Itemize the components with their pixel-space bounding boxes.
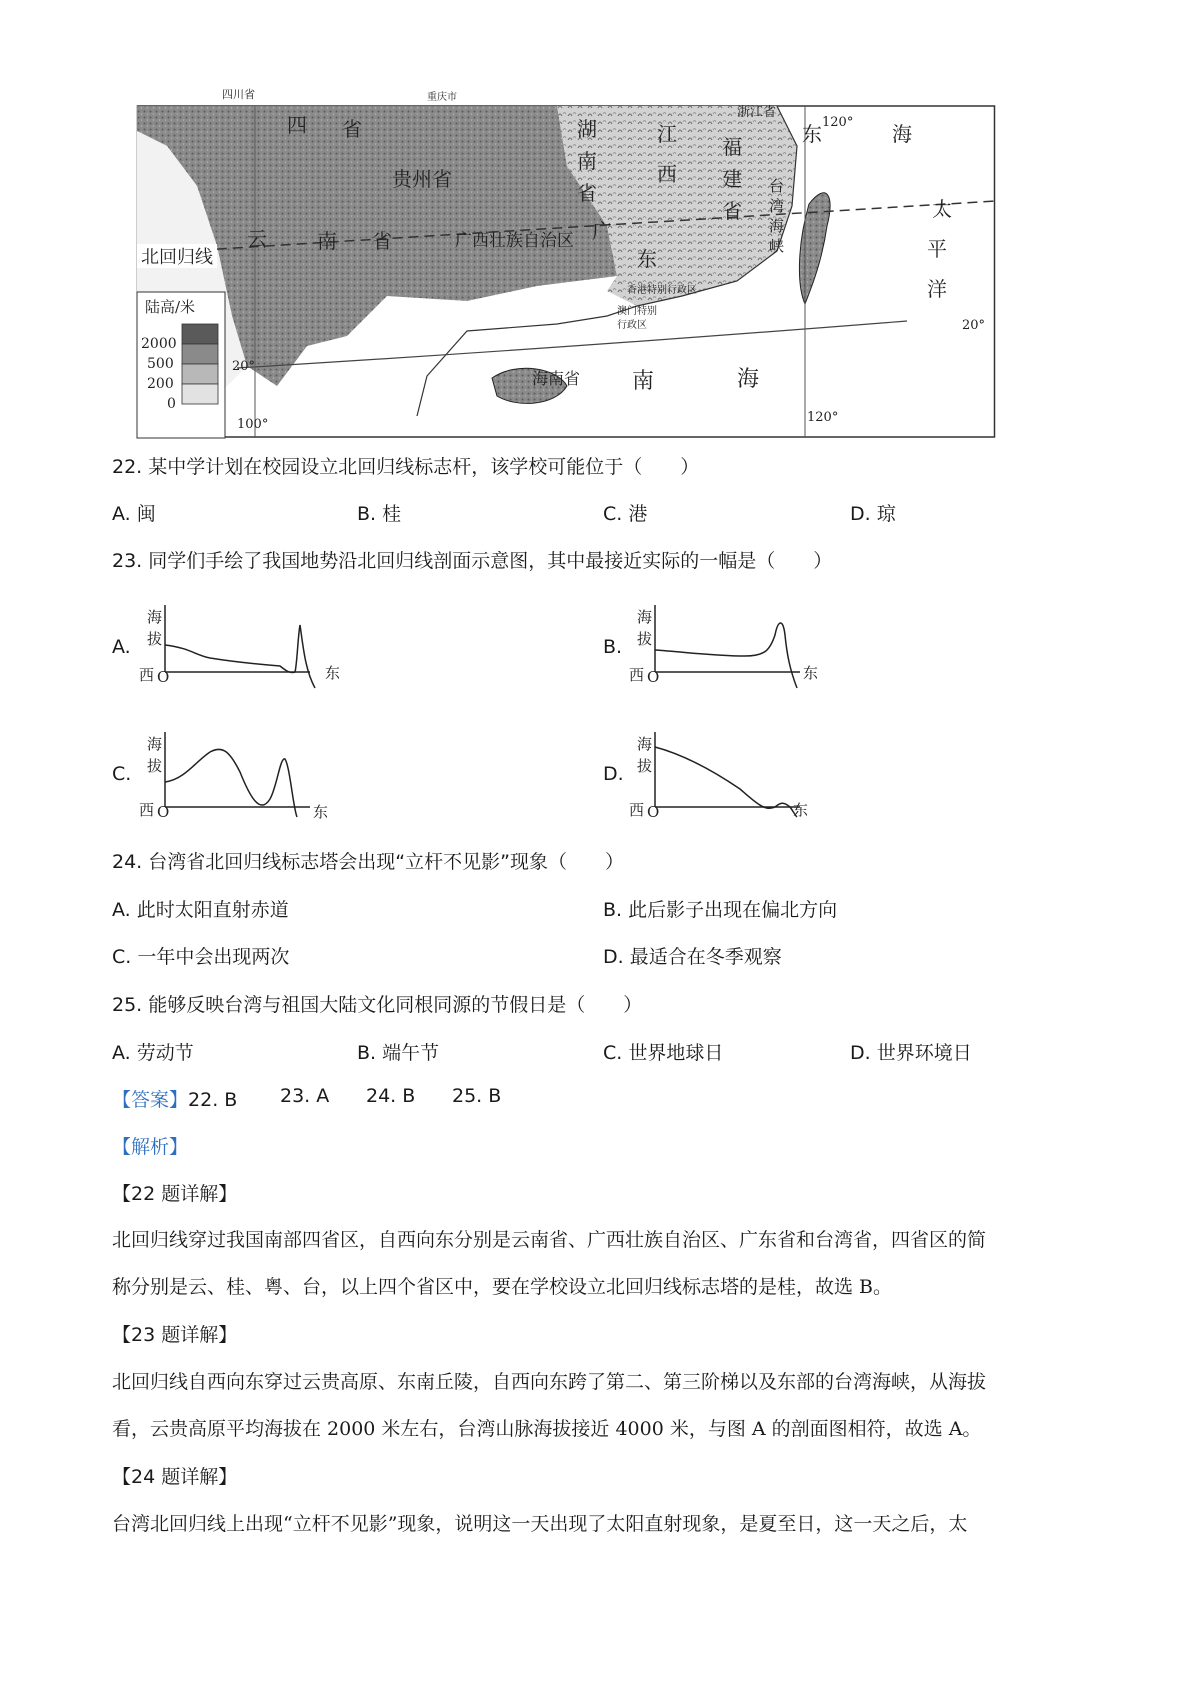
axis-origin: O bbox=[647, 803, 660, 821]
lon-label: 120° bbox=[807, 410, 839, 425]
question-number: 25. bbox=[112, 994, 143, 1016]
lon-label: 120° bbox=[822, 115, 854, 130]
analysis-key: 【解析】 bbox=[112, 1136, 189, 1158]
map-label-hongkong: 香港特别行政区 bbox=[627, 285, 697, 296]
axis-label: 海 bbox=[637, 735, 653, 753]
axis-label: 海 bbox=[147, 735, 163, 753]
map-label-sea: 东 bbox=[802, 122, 822, 146]
lat-label: 20° bbox=[232, 359, 256, 374]
profile-chart-a[interactable] bbox=[135, 600, 341, 700]
map-label-macau: 澳门特别 bbox=[617, 306, 657, 317]
axis-label: 拔 bbox=[637, 630, 653, 648]
option-b[interactable]: B. 桂 bbox=[357, 503, 402, 525]
lon-label: 100° bbox=[237, 417, 269, 432]
legend-value: 2000 bbox=[141, 336, 177, 352]
detail-heading-23: 【23 题详解】 bbox=[112, 1324, 238, 1346]
map-label-province: 湖 bbox=[577, 117, 597, 141]
map-label-province: 省 bbox=[342, 117, 362, 141]
question-text: 同学们手绘了我国地势沿北回归线剖面示意图，其中最接近实际的一幅是（ ） bbox=[148, 550, 833, 572]
map-label-province: 省 bbox=[372, 229, 392, 253]
profile-chart-c[interactable] bbox=[135, 727, 329, 827]
map-label-province: 省 bbox=[577, 181, 597, 205]
detail-line: 称分别是云、桂、粤、台，以上四个省区中，要在学校设立北回归线标志塔的是桂，故选 B。 bbox=[112, 1276, 893, 1298]
map-label-province: 东 bbox=[637, 247, 657, 271]
option-d[interactable]: D. 世界环境日 bbox=[850, 1042, 972, 1064]
question-25 bbox=[112, 990, 642, 1017]
axis-label-west: 西 bbox=[629, 801, 645, 819]
map-label-province: 西 bbox=[657, 162, 677, 186]
question-text: 能够反映台湾与祖国大陆文化同根同源的节假日是（ ） bbox=[148, 994, 643, 1016]
axis-label-east: 东 bbox=[313, 803, 329, 821]
map-label-province: 省 bbox=[722, 199, 742, 223]
option-c[interactable]: C. 港 bbox=[603, 503, 648, 525]
question-24 bbox=[112, 847, 624, 874]
map-label-sea: 南 bbox=[632, 369, 655, 394]
map-label-province: 南 bbox=[317, 229, 337, 253]
detail-heading-24: 【24 题详解】 bbox=[112, 1466, 238, 1488]
option-a[interactable]: A. 此时太阳直射赤道 bbox=[112, 899, 289, 921]
axis-origin: O bbox=[157, 668, 170, 686]
axis-origin: O bbox=[157, 803, 170, 821]
question-22 bbox=[112, 452, 699, 479]
axis-label-west: 西 bbox=[629, 666, 645, 684]
detail-line: 台湾北回归线上出现“立杆不见影”现象，说明这一天出现了太阳直射现象，是夏至日，这一天之后，太 bbox=[112, 1513, 968, 1535]
option-d[interactable]: D. bbox=[603, 763, 624, 785]
axis-label: 海 bbox=[147, 608, 163, 626]
option-b[interactable]: B. bbox=[603, 636, 623, 658]
axis-label-east: 东 bbox=[325, 664, 341, 682]
map-label-strait: 湾 bbox=[769, 197, 785, 215]
legend-title: 陆高/米 bbox=[145, 298, 196, 316]
axis-origin: O bbox=[647, 668, 660, 686]
option-a[interactable]: A. bbox=[112, 636, 131, 658]
map-label-sichuan: 四川省 bbox=[222, 88, 255, 101]
option-c[interactable]: C. 一年中会出现两次 bbox=[112, 946, 290, 968]
axis-label: 拔 bbox=[147, 630, 163, 648]
map-label-sea: 海 bbox=[737, 367, 760, 392]
axis-label: 海 bbox=[637, 608, 653, 626]
map-label-sea: 太 bbox=[932, 197, 952, 221]
map-label-province: 江 bbox=[657, 122, 677, 146]
question-number: 24. bbox=[112, 851, 143, 873]
profile-chart-b[interactable] bbox=[625, 600, 819, 700]
map-label-hainan: 海南省 bbox=[532, 369, 581, 388]
question-text: 某中学计划在校园设立北回归线标志杆，该学校可能位于（ ） bbox=[148, 456, 700, 478]
option-a[interactable]: A. 劳动节 bbox=[112, 1042, 194, 1064]
map-label-province: 福 bbox=[722, 135, 742, 159]
axis-label-west: 西 bbox=[139, 801, 155, 819]
answer-key: 【答案】 bbox=[112, 1089, 189, 1111]
answer-item: 23. A bbox=[280, 1085, 330, 1107]
detail-line: 北回归线穿过我国南部四省区，自西向东分别是云南省、广西壮族自治区、广东省和台湾省，四省区的简 bbox=[112, 1229, 987, 1251]
axis-label-east: 东 bbox=[803, 664, 819, 682]
option-d[interactable]: D. 琼 bbox=[850, 503, 896, 525]
map-label-guizhou: 贵州省 bbox=[392, 167, 452, 191]
map-label-sea: 海 bbox=[892, 122, 912, 146]
map-label-guangxi: 广西壮族自治区 bbox=[455, 231, 574, 251]
map-label-strait: 峡 bbox=[769, 237, 785, 255]
map-label-chongqing: 重庆市 bbox=[427, 92, 457, 103]
map-label-province: 建 bbox=[722, 167, 742, 191]
option-b[interactable]: B. 此后影子出现在偏北方向 bbox=[603, 899, 838, 921]
terrain-map-svg bbox=[137, 86, 995, 438]
answer-item: 24. B bbox=[366, 1085, 416, 1107]
map-label-sea: 洋 bbox=[927, 277, 947, 301]
question-number: 22. bbox=[112, 456, 143, 478]
axis-label-west: 西 bbox=[139, 666, 155, 684]
question-23 bbox=[112, 546, 832, 573]
map-label-province: 云 bbox=[247, 227, 267, 251]
map-label-sea: 平 bbox=[927, 237, 947, 261]
option-c[interactable]: C. 世界地球日 bbox=[603, 1042, 724, 1064]
answer-item: 25. B bbox=[452, 1085, 502, 1107]
map-label-province: 南 bbox=[577, 149, 597, 173]
map-label-province: 广 bbox=[592, 219, 612, 243]
terrain-map bbox=[137, 86, 995, 438]
map-label-strait: 海 bbox=[769, 217, 785, 235]
legend-value: 200 bbox=[147, 376, 174, 392]
map-label-macau: 行政区 bbox=[617, 320, 647, 331]
option-b[interactable]: B. 端午节 bbox=[357, 1042, 440, 1064]
tropic-label: 北回归线 bbox=[141, 247, 213, 268]
option-a[interactable]: A. 闽 bbox=[112, 503, 156, 525]
question-text: 台湾省北回归线标志塔会出现“立杆不见影”现象（ ） bbox=[148, 851, 624, 873]
legend-value: 500 bbox=[147, 356, 174, 372]
legend-value: 0 bbox=[167, 396, 176, 412]
map-label-province: 四 bbox=[287, 113, 307, 137]
map-label-zhejiang: 浙江省 bbox=[737, 105, 777, 120]
lat-label: 20° bbox=[962, 318, 986, 333]
detail-heading-22: 【22 题详解】 bbox=[112, 1183, 238, 1205]
profile-chart-d[interactable] bbox=[625, 727, 809, 827]
question-number: 23. bbox=[112, 550, 143, 572]
detail-line: 北回归线自西向东穿过云贵高原、东南丘陵，自西向东跨了第二、第三阶梯以及东部的台湾海峡，从海拔 bbox=[112, 1371, 987, 1393]
option-c[interactable]: C. bbox=[112, 763, 132, 785]
map-label-strait: 台 bbox=[769, 177, 785, 195]
detail-line: 看，云贵高原平均海拔在 2000 米左右，台湾山脉海拔接近 4000 米，与图 A 的剖面图相符，故选 A。 bbox=[112, 1418, 982, 1440]
axis-label: 拔 bbox=[147, 757, 163, 775]
axis-label-east: 东 bbox=[793, 801, 809, 819]
answer-item: 22. B bbox=[188, 1089, 238, 1111]
option-d[interactable]: D. 最适合在冬季观察 bbox=[603, 946, 782, 968]
answer-line bbox=[112, 1085, 237, 1112]
axis-label: 拔 bbox=[637, 757, 653, 775]
